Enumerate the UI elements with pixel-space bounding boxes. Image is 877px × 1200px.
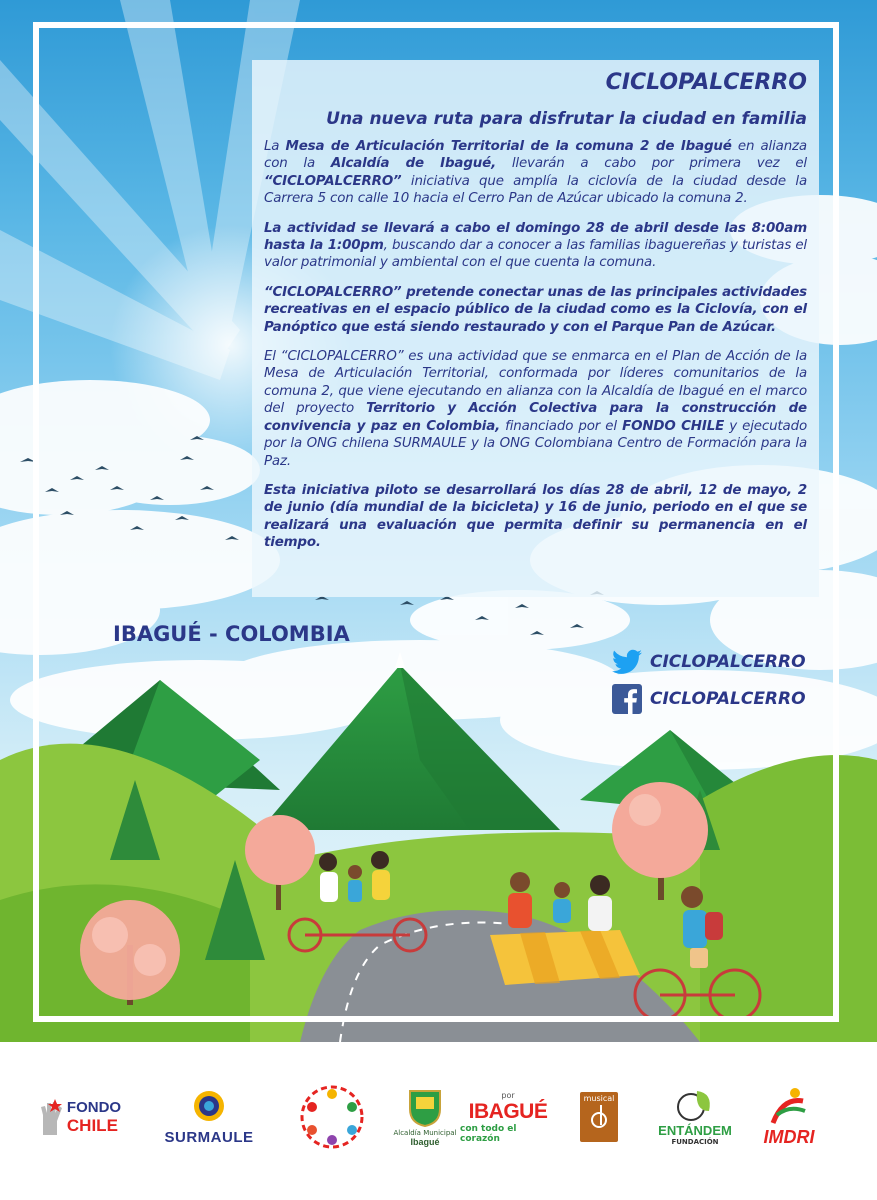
logo-musical: musical [576, 1072, 622, 1162]
paragraph-3: “CICLOPALCERRO” pretende conectar unas de las principales actividades recreativas en el espacio público de la ciudad como es la Ciclovía, con el Panóptico que está siendo restaurado y con el Parque Pan de Azúcar. [264, 284, 807, 335]
athlete-swoosh-icon [767, 1087, 811, 1127]
logo-fondo-chile: FONDO CHILE [34, 1072, 124, 1162]
sponsor-logos-bar [0, 1042, 877, 1200]
twitter-bird-icon [612, 647, 642, 677]
paragraph-5: Esta iniciativa piloto se desarrollará los días 28 de abril, 12 de mayo, 2 de junio (día mundial de la bicicleta) y 16 de junio, periodo en el que se realizará una evaluación que permita definir su permanencia en el tiempo. [264, 482, 807, 551]
logo-imdri: IMDRI [744, 1072, 834, 1162]
logo-entandem: ENTÁNDEM FUNDACIÓN [652, 1072, 738, 1162]
surmaule-emblem-icon [192, 1089, 226, 1123]
info-panel [252, 60, 819, 597]
twitter-handle-label: CICLOPALCERRO [650, 652, 806, 672]
twitter-handle[interactable] [612, 647, 806, 677]
hill-right [700, 755, 877, 1042]
logo-por-ibague: por IBAGUÉ con todo el corazón [460, 1090, 548, 1144]
leaf-wheel-icon [675, 1089, 715, 1123]
treble-clef-icon [588, 1103, 610, 1129]
hand-icon [37, 1097, 65, 1137]
logo-alcaldia-ibague: Alcaldía Municipal Ibagué [392, 1072, 458, 1162]
poster-subtitle: Una nueva ruta para disfrutar la ciudad en familia [326, 109, 807, 129]
facebook-handle-label: CICLOPALCERRO [650, 689, 806, 709]
people-circle-icon [297, 1082, 367, 1152]
paragraph-4: El “CICLOPALCERRO” es una actividad que se enmarca en el Plan de Acción de la Mesa de Articulación Territorial, conformada por líderes comunitarios de la comuna 2, que viene ejecutando en alianza con la Alcaldía de Ibagué en el marco del proyecto Territorio y Acción Colectiva para la construcción de convivencia y paz en Colombia, financiado por el FONDO CHILE y ejecutado por la ONG chilena SURMAULE y la ONG Colombiana Centro de Formación para la Paz. [264, 349, 807, 469]
coat-of-arms-icon [408, 1087, 442, 1127]
facebook-handle[interactable] [612, 684, 806, 714]
facebook-f-icon [612, 684, 642, 714]
location-label: IBAGUÉ - COLOMBIA [113, 622, 350, 646]
logo-surmaule: SURMAULE [150, 1072, 268, 1162]
paragraph-2: La actividad se llevará a cabo el domingo 28 de abril desde las 8:00am hasta la 1:00pm, buscando dar a conocer a las familias ibaguereñas y turistas el valor patrimonial y ambiental con el que cuenta la comuna. [264, 220, 807, 271]
paragraph-1: La Mesa de Articulación Territorial de la comuna 2 de Ibagué en alianza con la Alcaldía de Ibagué, llevarán a cabo por primera vez el “CICLOPALCERRO” iniciativa que amplía la ciclovía de la ciudad desde la Carrera 5 con calle 10 hacia el Cerro Pan de Azúcar ubicado la comuna 2. [264, 139, 808, 207]
poster-title: CICLOPALCERRO [605, 70, 807, 95]
logo-centro-formacion [292, 1072, 372, 1162]
